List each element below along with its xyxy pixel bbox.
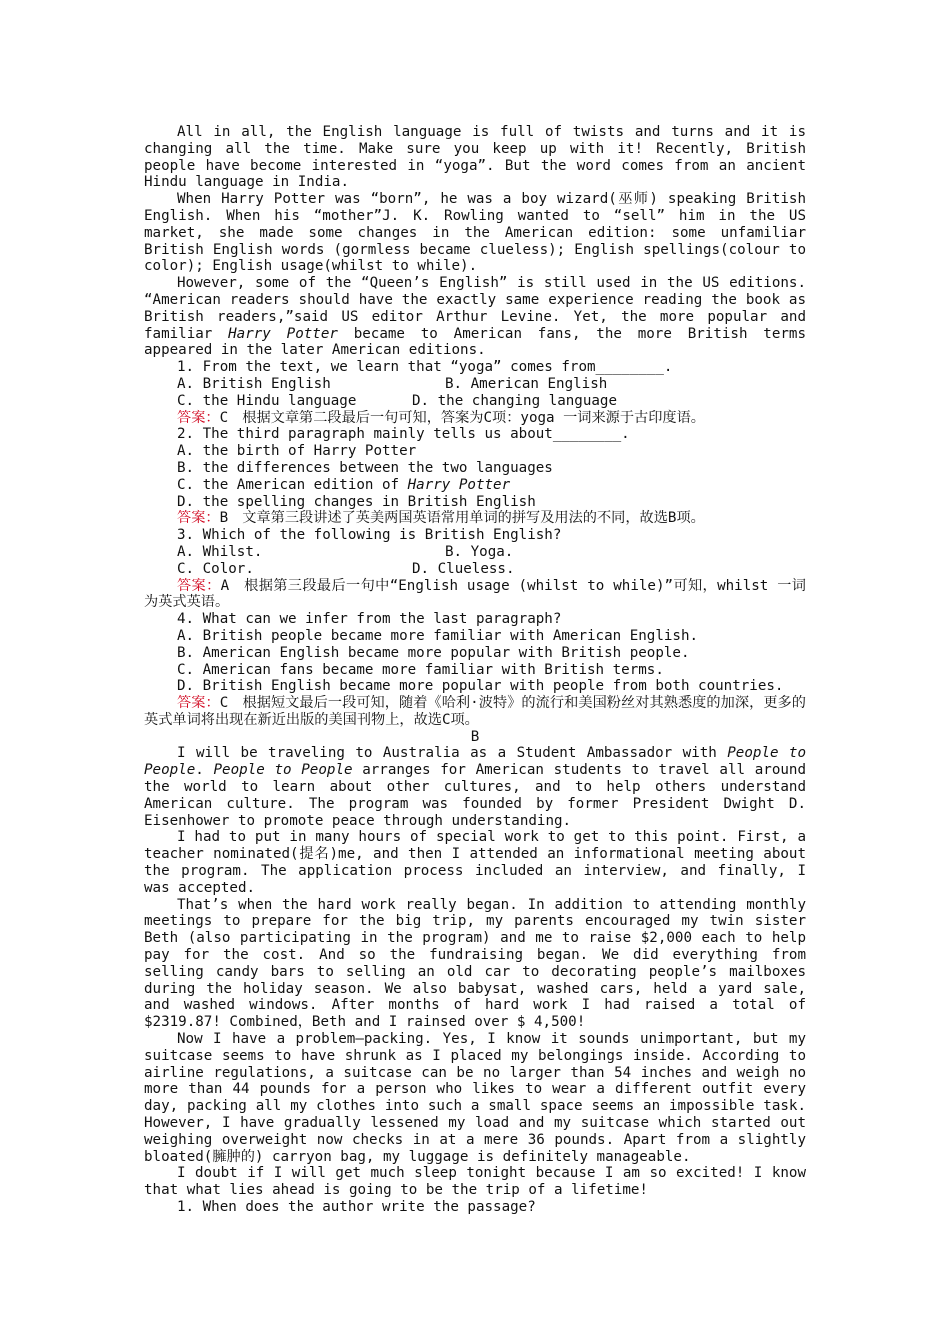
answer-label: 答案： — [177, 510, 220, 527]
question-stem: 4. What can we infer from the last paragraph? — [177, 611, 562, 628]
answer: 答案：C 根据短文最后一段可知，随着《哈利·波特》的流行和美国粉丝对其熟悉度的加深，更多的英式单词将出现在新近出版的美国刊物上，故选C项。 — [144, 695, 806, 728]
option: A. the birth of Harry Potter — [177, 443, 417, 460]
option: D. British English became more popular with people from both countries. — [177, 678, 784, 695]
option: B. the differences between the two languages — [177, 459, 553, 476]
option: B. American English — [445, 375, 608, 392]
paragraph: When Harry Potter was “born”, he was a boy wizard(巫师) speaking British English. When his “mother”J. K. Rowling wanted to “sell” him in the US market, she made some changes in the American edition: some unfamiliar British English words (gormless became clueless); English spellings(colour to color); English usage(whilst to while). — [144, 191, 806, 275]
option-row — [144, 376, 806, 393]
answer-label: 答案： — [177, 409, 220, 426]
org-name: People to People — [144, 745, 806, 779]
paragraph: That’s when the hard work really began. In addition to attending monthly meetings to prepare for the big trip, my parents encouraged my twin sister Beth (also participating in the program) and me to raise $2,000 each to help pay for the cost. And so the fundraising began. We did everything from selling candy bars to selling an old car to decorating people’s mailboxes during the holiday season. We also babysat, washed cars, held a yard sale, and washed windows. After months of hard work I had raised a total of $2319.87! Combined，Beth and I rainsed over $ 4,500! — [144, 896, 806, 1031]
book-title: Harry Potter — [407, 476, 511, 493]
answer: 答案：A 根据第三段最后一句中“English usage (whilst to while)”可知，whilst 一词为英式英语。 — [144, 577, 806, 611]
answer: 答案：C 根据文章第二段最后一句可知，答案为C项：yoga 一词来源于古印度语。 — [177, 409, 705, 426]
option: C. the Hindu language — [177, 392, 357, 409]
option: D. the changing language — [412, 392, 617, 409]
section-heading: B — [470, 728, 480, 745]
option: A. British people became more familiar with American English. — [177, 627, 699, 644]
paragraph: I doubt if I will get much sleep tonight because I am so excited! I know that what lies ahead is going to be the trip of a lifetime! — [144, 1165, 806, 1199]
option: A. British English — [177, 375, 331, 392]
paragraph: I had to put in many hours of special work to get to this point. First, a teacher nominated(提名)me, and then I attended an informational meeting about the program. The application process included an interview, and finally, I was accepted. — [144, 829, 806, 896]
option-row — [144, 544, 806, 561]
question-stem: 1. From the text, we learn that “yoga” comes from________. — [177, 359, 673, 376]
option: A. Whilst. — [177, 543, 263, 560]
question-stem: 1. When does the author write the passage? — [177, 1199, 536, 1215]
paragraph: Now I have a problem—packing. Yes, I know it sounds unimportant, but my suitcase seems to have shrunk as I placed my belongings inside. According to airline regulations, a suitcase can be no larger than 54 inches and weigh no more than 44 pounds for a person who likes to wear a different outfit every day, packing all my clothes into such a small space seems an impossible task. However, I have gradually lessened my load and my suitcase which started out weighing overweight now checks in at a mere 36 pounds. Apart from a slightly bloated(臃肿的) carryon bag, my luggage is definitely manageable. — [144, 1031, 806, 1165]
option: C. the American edition of Harry Potter — [177, 476, 511, 493]
question-stem: 2. The third paragraph mainly tells us about________. — [177, 426, 630, 443]
option-row — [144, 393, 806, 410]
option: C. Color. — [177, 560, 254, 577]
option: B. Yoga. — [445, 543, 514, 560]
option: C. American fans became more familiar with British terms. — [177, 661, 664, 678]
option: D. Clueless. — [412, 560, 515, 577]
answer-label: 答案： — [177, 695, 220, 712]
answer-label: 答案： — [177, 577, 221, 594]
book-title: Harry Potter — [228, 325, 338, 342]
question-stem: 3. Which of the following is British English? — [177, 527, 562, 544]
option-row — [144, 561, 806, 578]
answer: 答案：B 文章第三段讲述了英美两国英语常用单词的拼写及用法的不同，故选B项。 — [177, 510, 705, 527]
paragraph: All in all, the English language is full of twists and turns and it is changing all the time. Make sure you keep up with it! Recently, British people have become interested in “yoga”. But the word comes from an ancient Hindu language in India. — [144, 124, 806, 191]
org-name: People to People — [213, 762, 353, 779]
document-page — [144, 124, 806, 1216]
option: B. American English became more popular with British people. — [177, 644, 690, 661]
paragraph: I will be traveling to Australia as a Student Ambassador with People to People. People to People arranges for American students to travel all around the world to learn about other cultures, and to help others understand American culture. The program was founded by former President Dwight D. Eisenhower to promote peace through understanding. — [144, 745, 806, 829]
option: D. the spelling changes in British English — [177, 493, 536, 510]
paragraph: However, some of the “Queen’s English” is still used in the US editions. “American readers should have the exactly same experience reading the book as British readers,”said US editor Arthur Levine. Yet, the more popular and familiar Harry Potter became to American fans, the more British terms appeared in the later American editions. — [144, 275, 807, 359]
